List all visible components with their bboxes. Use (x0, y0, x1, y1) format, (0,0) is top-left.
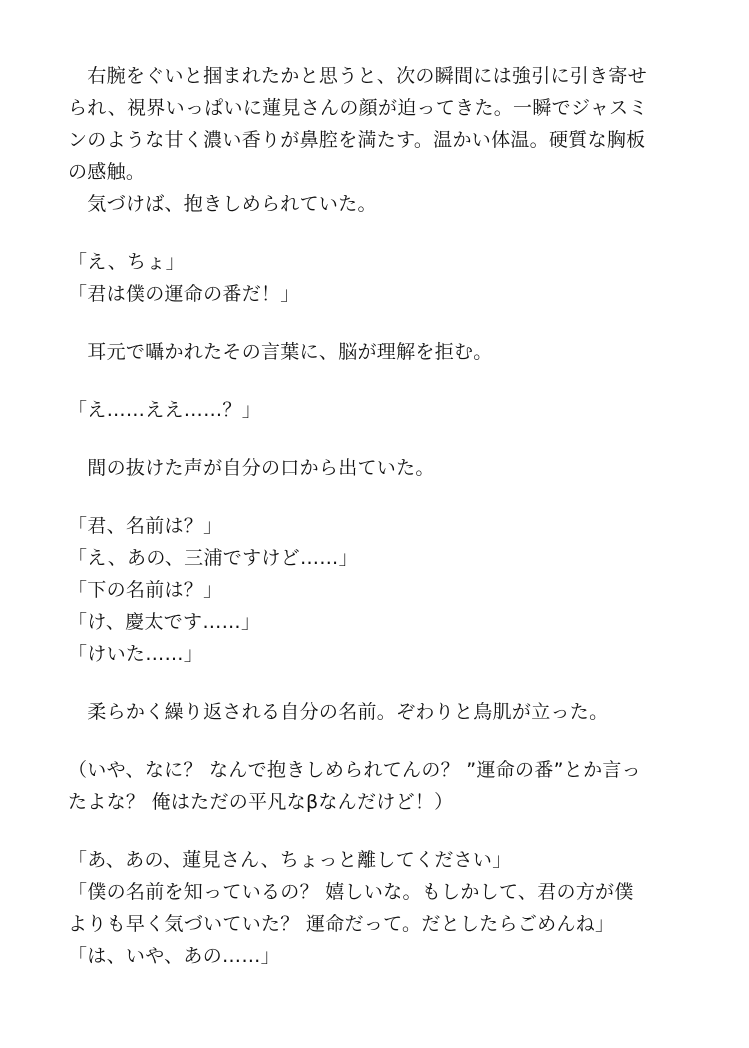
blank-line (68, 220, 688, 246)
dialogue-line: よりも早く気づいていた？ 運命だって。だとしたらごめんね」 (68, 913, 615, 935)
dialogue-line: 「え、あの、三浦ですけど……」 (68, 547, 358, 569)
dialogue-line: 「僕の名前を知っているの？ 嬉しいな。もしかして、君の方が僕 (68, 881, 634, 903)
text-line: 右腕をぐいと掴まれたかと思うと、次の瞬間には強引に引き寄せ (68, 65, 648, 87)
novel-page (68, 60, 688, 972)
dialogue-line: 「君、名前は？」 (68, 515, 223, 537)
blank-line (68, 310, 688, 336)
dialogue-line: 「君は僕の運命の番だ！」 (68, 283, 300, 305)
dialogue-line: 「え……ええ……？」 (68, 399, 262, 421)
text-line: 間の抜けた声が自分の口から出ていた。 (68, 457, 435, 479)
dialogue-line: 「は、いや、あの……」 (68, 945, 280, 967)
monologue-line: （いや、なに？ なんで抱きしめられてんの？ ”運命の番”とか言っ (68, 759, 641, 781)
dialogue-line: 「けいた……」 (68, 643, 204, 665)
dialogue-line: 「け、慶太です……」 (68, 611, 261, 633)
text-line: 耳元で囁かれたその言葉に、脳が理解を拒む。 (68, 341, 493, 363)
blank-line (68, 368, 688, 394)
text-line: の感触。 (68, 161, 146, 183)
text-line: ンのような甘く濃い香りが鼻腔を満たす。温かい体温。硬質な胸板 (68, 129, 646, 151)
dialogue-line: 「あ、あの、蓮見さん、ちょっと離してください」 (68, 849, 512, 871)
monologue-line: たよな？ 俺はただの平凡なβなんだけど！） (68, 791, 454, 813)
dialogue-line: 「え、ちょ」 (68, 251, 185, 273)
blank-line (68, 426, 688, 452)
text-line: 気づけば、抱きしめられていた。 (68, 193, 377, 215)
blank-line (68, 484, 688, 510)
blank-line (68, 728, 688, 754)
text-line: 柔らかく繰り返される自分の名前。ぞわりと鳥肌が立った。 (68, 701, 609, 723)
blank-line (68, 818, 688, 844)
blank-line (68, 670, 688, 696)
dialogue-line: 「下の名前は？」 (68, 579, 223, 601)
text-line: られ、視界いっぱいに蓮見さんの顔が迫ってきた。一瞬でジャスミ (68, 97, 648, 119)
